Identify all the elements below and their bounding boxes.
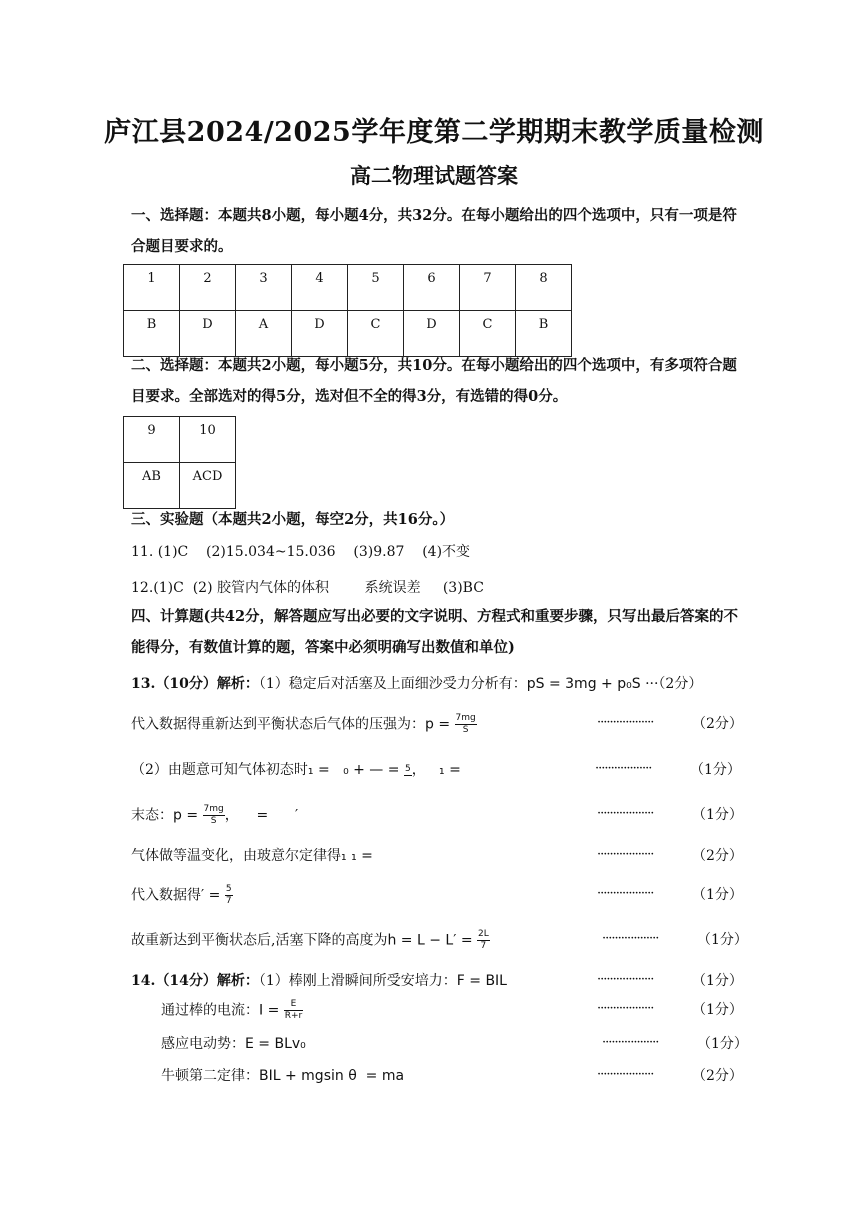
q14-l3-eq: E = BLv₀ [245, 1036, 306, 1052]
q13-l2-score: （2分） [692, 716, 743, 732]
question-number-cell: 1 [124, 265, 180, 311]
question-number-cell: 10 [180, 417, 236, 463]
section1-answer-table [123, 264, 572, 357]
question-number-cell: 6 [404, 265, 460, 311]
answer-cell: AB [124, 463, 180, 509]
q13-lead: 13.（10分）解析： [131, 676, 259, 692]
answer-cell: ACD [180, 463, 236, 509]
q14-l2-text: 通过棒的电流： [161, 1002, 259, 1019]
q13-line6 [131, 884, 233, 907]
q13-l5-score: （2分） [692, 848, 743, 864]
q14-l4-eq: BIL + mgsin θ = ma [259, 1068, 405, 1084]
q13-l4-eq-b: ， = ′ [224, 807, 299, 824]
frac-numerator: 5 [404, 764, 411, 774]
q13-l7-eq: h = L − L′ = [387, 932, 473, 949]
section1-heading: 一、选择题：本题共8小题，每小题4分，共32分。在每小题给出的四个选项中，只有一项是符合题目要求的。 [131, 207, 737, 255]
frac-numerator: 2L [478, 929, 489, 939]
q13-l6-eq: ′ = [201, 887, 221, 904]
q14-line4 [161, 1065, 404, 1085]
q13-l1-text: （1）稳定后对活塞及上面细沙受力分析有： [258, 676, 527, 692]
q13-l2-fraction [455, 713, 477, 736]
q13-l3-dots: ·················· [595, 761, 652, 776]
q13-l4-score: （1分） [692, 807, 743, 823]
q13-l2-text: 代入数据得重新达到平衡状态后气体的压强为： [131, 716, 425, 733]
q14-line1 [131, 970, 507, 990]
q14-l3-text: 感应电动势： [161, 1036, 245, 1052]
q13-l7-dots: ·················· [602, 931, 659, 946]
q13-l3-fraction [404, 764, 412, 776]
answer-cell: C [460, 311, 516, 357]
q13-l1-score: （2分） [658, 676, 703, 692]
question-number-cell: 7 [460, 265, 516, 311]
q14-l1-score: （1分） [692, 973, 743, 989]
q13-l3-eq-b: ， ₁ = [411, 762, 461, 778]
section4-heading: 四、计算题(共42分，解答题应写出必要的文字说明、方程式和重要步骤，只写出最后答案的不能得分，有数值计算的题，答案中必须明确写出数值和单位) [131, 608, 739, 656]
q13-line5 [131, 845, 373, 865]
q14-l4-text: 牛顿第二定律： [161, 1068, 259, 1084]
frac-denominator: R+r [284, 1011, 303, 1021]
document-subtitle: 高二物理试题答案 [350, 163, 518, 188]
q13-line1 [131, 673, 702, 693]
answer-cell: B [516, 311, 572, 357]
answer-cell: C [348, 311, 404, 357]
q13-l5-dots: ·················· [597, 847, 654, 862]
frac-denominator: S [210, 816, 217, 826]
q14-l2-score: （1分） [692, 1002, 743, 1018]
q14-l2-fraction [284, 999, 304, 1022]
q14-l1-eq: F = BIL [456, 973, 507, 989]
q13-l7-text: 故重新达到平衡状态后,活塞下降的高度为 [131, 932, 388, 949]
answer-cell: D [180, 311, 236, 357]
q13-l7-fraction [477, 929, 490, 952]
answer-cell: B [124, 311, 180, 357]
question-number-cell: 9 [124, 417, 180, 463]
answer-cell: D [292, 311, 348, 357]
q14-l2-dots: ·················· [597, 1001, 654, 1016]
q13-l3-eq: ₁ = ₀ + — = [307, 762, 400, 778]
question-number-cell: 2 [180, 265, 236, 311]
question-number-cell: 8 [516, 265, 572, 311]
q13-line4 [131, 804, 298, 827]
section2-answer-table [123, 416, 236, 509]
q14-l4-score: （2分） [692, 1068, 743, 1084]
section3-heading: 三、实验题（本题共2小题，每空2分，共16分。） [131, 511, 455, 528]
q13-l6-text: 代入数据得 [131, 887, 201, 904]
q13-l5-eq: ₁ ₁ = [341, 848, 373, 864]
question-number-cell: 5 [348, 265, 404, 311]
q13-l2-eq: p = [425, 716, 451, 733]
q13-l1-dots: ··· [645, 676, 659, 692]
q14-l1-text: （1）棒刚上滑瞬间所受安培力： [258, 973, 457, 989]
q14-lead: 14.（14分）解析： [131, 973, 259, 989]
q14-line2 [161, 999, 303, 1022]
q13-l4-fraction [203, 804, 225, 827]
q14-line3 [161, 1033, 306, 1053]
frac-denominator: 7 [225, 896, 232, 906]
q13-line3 [131, 759, 461, 779]
q13-l4-eq: p = [173, 807, 199, 824]
q13-l6-score: （1分） [692, 887, 743, 903]
q11-answer: 11. (1)C (2)15.034~15.036 (3)9.87 (4)不变 [131, 544, 471, 560]
frac-denominator: S [462, 725, 469, 735]
q13-l1-equation: pS = 3mg + p₀S [526, 676, 641, 692]
q13-l7-score: （1分） [697, 932, 748, 948]
q12-answer: 12.(1)C (2) 胶管内气体的体积 系统误差 (3)BC [131, 580, 484, 596]
answer-cell: A [236, 311, 292, 357]
section2-heading: 二、选择题：本题共2小题，每小题5分，共10分。在每小题给出的四个选项中，有多项符合题目要求。全部选对的得5分，选对但不全的得3分，有选错的得0分。 [131, 357, 737, 405]
q13-l6-fraction [225, 884, 233, 907]
frac-numerator: 7mg [455, 713, 476, 723]
q14-l3-score: （1分） [697, 1036, 748, 1052]
q13-l3-text: （2）由题意可知气体初态时 [131, 762, 308, 778]
q13-l6-dots: ·················· [597, 886, 654, 901]
q13-line7 [131, 929, 490, 952]
q14-l1-dots: ·················· [597, 972, 654, 987]
frac-numerator: E [284, 999, 304, 1011]
q13-l3-score: （1分） [690, 762, 741, 778]
q14-l4-dots: ·················· [597, 1067, 654, 1082]
q13-l2-dots: ·················· [597, 715, 654, 730]
frac-numerator: 5 [225, 884, 232, 894]
question-number-cell: 4 [292, 265, 348, 311]
q13-l5-text: 气体做等温变化，由玻意尔定律得 [131, 848, 341, 864]
answer-cell: D [404, 311, 460, 357]
q14-l2-eq: I = [259, 1002, 280, 1019]
q13-l4-dots: ·················· [597, 806, 654, 821]
question-number-cell: 3 [236, 265, 292, 311]
frac-denominator: 7 [480, 941, 487, 951]
q13-l4-text: 末态： [131, 807, 173, 824]
q13-line2 [131, 713, 477, 736]
q14-l3-dots: ·················· [602, 1035, 659, 1050]
document-title: 庐江县2024/2025学年度第二学期期末教学质量检测 [104, 117, 764, 148]
frac-numerator: 7mg [203, 804, 224, 814]
